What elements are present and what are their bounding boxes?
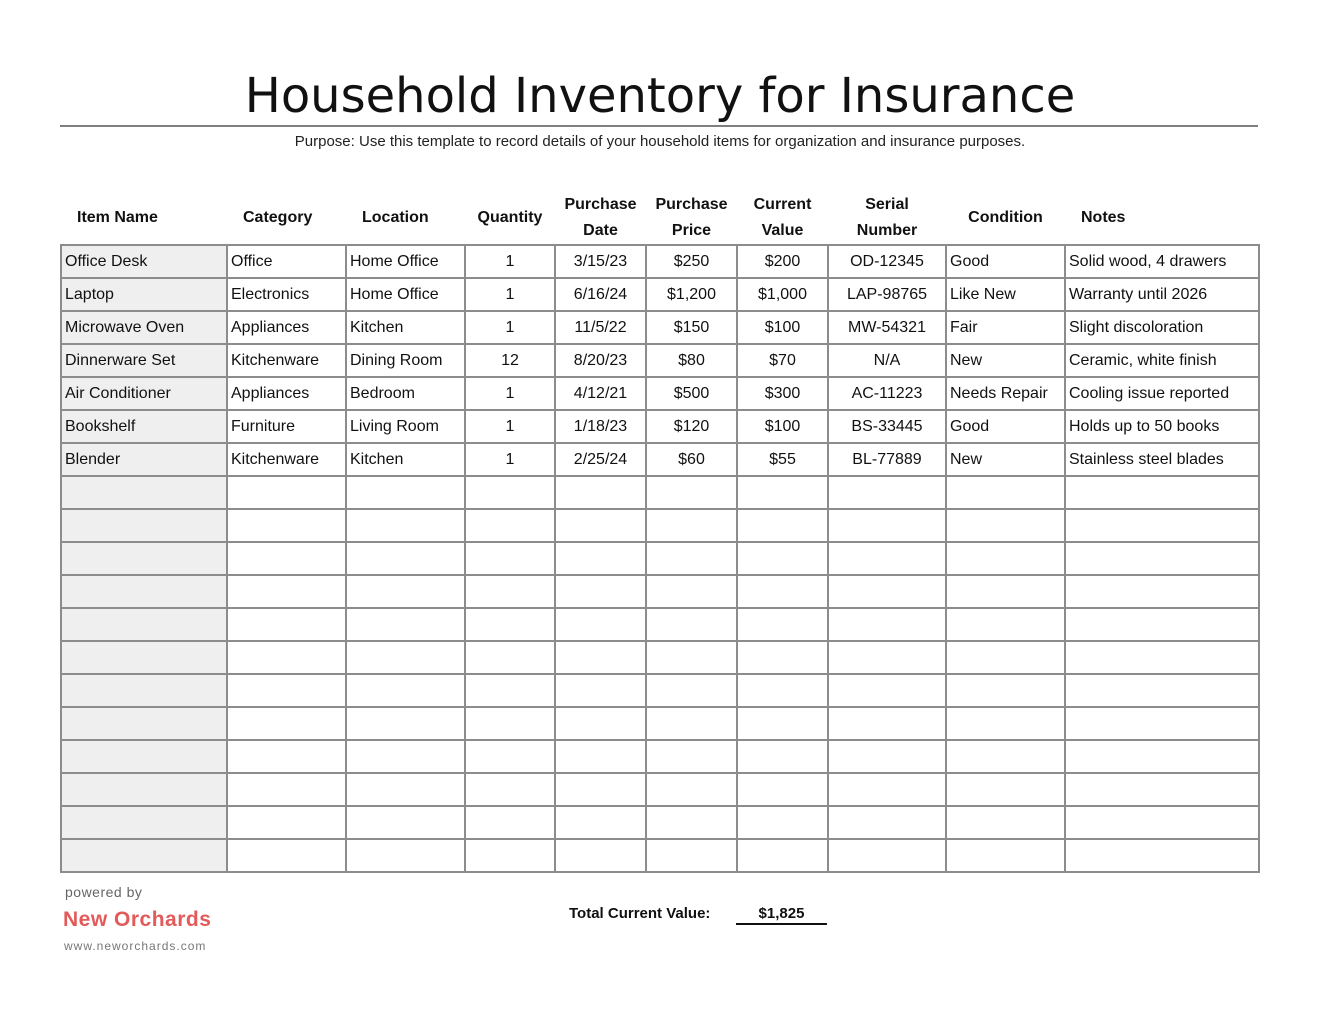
cell-item[interactable]: Office Desk — [61, 245, 227, 278]
cell-purchase-date[interactable]: 6/16/24 — [555, 278, 646, 311]
cell-serial[interactable] — [828, 641, 946, 674]
column-header-purchase-price: Purchase Price — [655, 196, 728, 239]
cell-location[interactable] — [346, 806, 465, 839]
cell-quantity[interactable] — [465, 740, 555, 773]
cell-condition[interactable]: Good — [946, 245, 1065, 278]
cell-condition[interactable] — [946, 707, 1065, 740]
cell-condition[interactable]: New — [946, 443, 1065, 476]
cell-notes[interactable]: Warranty until 2026 — [1065, 278, 1259, 311]
cell-notes[interactable] — [1065, 509, 1259, 542]
cell-purchase-date[interactable]: 2/25/24 — [555, 443, 646, 476]
cell-item[interactable] — [61, 509, 227, 542]
cell-category[interactable]: Electronics — [227, 278, 346, 311]
cell-item[interactable] — [61, 707, 227, 740]
cell-purchase-price[interactable]: $120 — [646, 410, 737, 443]
cell-purchase-price[interactable] — [646, 542, 737, 575]
column-header-category: Category — [243, 209, 313, 226]
cell-quantity[interactable]: 12 — [465, 344, 555, 377]
cell-item[interactable]: Air Conditioner — [61, 377, 227, 410]
cell-location[interactable] — [346, 476, 465, 509]
cell-notes[interactable] — [1065, 773, 1259, 806]
cell-current-value[interactable] — [737, 674, 828, 707]
cell-serial[interactable] — [828, 740, 946, 773]
cell-condition[interactable] — [946, 773, 1065, 806]
table-row — [61, 245, 1259, 278]
cell-current-value[interactable] — [737, 509, 828, 542]
cell-quantity[interactable] — [465, 707, 555, 740]
cell-serial[interactable]: OD-12345 — [828, 245, 946, 278]
cell-condition[interactable] — [946, 542, 1065, 575]
cell-serial[interactable] — [828, 839, 946, 872]
cell-item[interactable]: Laptop — [61, 278, 227, 311]
total-current-value: $1,825 — [736, 905, 827, 925]
cell-purchase-date[interactable]: 8/20/23 — [555, 344, 646, 377]
cell-purchase-date[interactable] — [555, 707, 646, 740]
cell-location[interactable] — [346, 509, 465, 542]
cell-quantity[interactable]: 1 — [465, 311, 555, 344]
cell-purchase-date[interactable] — [555, 740, 646, 773]
cell-serial[interactable] — [828, 773, 946, 806]
cell-item[interactable] — [61, 608, 227, 641]
cell-category[interactable]: Appliances — [227, 377, 346, 410]
cell-purchase-date[interactable] — [555, 476, 646, 509]
cell-quantity[interactable] — [465, 476, 555, 509]
cell-location[interactable]: Home Office — [346, 278, 465, 311]
table-row — [61, 377, 1259, 410]
cell-item[interactable] — [61, 641, 227, 674]
cell-category[interactable]: Furniture — [227, 410, 346, 443]
cell-category[interactable] — [227, 740, 346, 773]
cell-quantity[interactable]: 1 — [465, 377, 555, 410]
cell-serial[interactable]: BS-33445 — [828, 410, 946, 443]
cell-quantity[interactable] — [465, 542, 555, 575]
cell-item[interactable]: Microwave Oven — [61, 311, 227, 344]
cell-current-value[interactable] — [737, 575, 828, 608]
cell-purchase-date[interactable] — [555, 773, 646, 806]
cell-category[interactable] — [227, 476, 346, 509]
cell-item[interactable]: Bookshelf — [61, 410, 227, 443]
cell-purchase-date[interactable] — [555, 839, 646, 872]
cell-condition[interactable] — [946, 509, 1065, 542]
cell-purchase-price[interactable] — [646, 674, 737, 707]
table-row — [61, 443, 1259, 476]
cell-condition[interactable] — [946, 674, 1065, 707]
cell-condition[interactable] — [946, 740, 1065, 773]
cell-location[interactable] — [346, 641, 465, 674]
cell-purchase-price[interactable] — [646, 476, 737, 509]
column-header-condition: Condition — [968, 209, 1043, 226]
cell-item[interactable] — [61, 806, 227, 839]
cell-purchase-price[interactable]: $150 — [646, 311, 737, 344]
cell-location[interactable] — [346, 608, 465, 641]
cell-location[interactable]: Kitchen — [346, 443, 465, 476]
cell-current-value[interactable] — [737, 641, 828, 674]
cell-current-value[interactable] — [737, 839, 828, 872]
cell-current-value[interactable]: $1,000 — [737, 278, 828, 311]
purpose-text: Purpose: Use this template to record details of your household items for organization and insurance purposes. — [294, 133, 1026, 150]
cell-notes[interactable] — [1065, 674, 1259, 707]
cell-condition[interactable] — [946, 476, 1065, 509]
table-row — [61, 839, 1259, 872]
table-row — [61, 344, 1259, 377]
total-current-value-label: Total Current Value: — [569, 905, 711, 922]
cell-condition[interactable]: New — [946, 344, 1065, 377]
cell-purchase-date[interactable]: 1/18/23 — [555, 410, 646, 443]
column-header-item-name: Item Name — [77, 209, 158, 226]
cell-serial[interactable]: MW-54321 — [828, 311, 946, 344]
cell-serial[interactable]: BL-77889 — [828, 443, 946, 476]
cell-purchase-date[interactable] — [555, 641, 646, 674]
cell-purchase-price[interactable] — [646, 641, 737, 674]
cell-purchase-date[interactable] — [555, 608, 646, 641]
cell-serial[interactable] — [828, 509, 946, 542]
cell-current-value[interactable]: $300 — [737, 377, 828, 410]
cell-item[interactable] — [61, 773, 227, 806]
cell-item[interactable] — [61, 740, 227, 773]
cell-current-value[interactable]: $100 — [737, 311, 828, 344]
cell-notes[interactable] — [1065, 707, 1259, 740]
cell-current-value[interactable]: $70 — [737, 344, 828, 377]
cell-purchase-price[interactable] — [646, 806, 737, 839]
table-row — [61, 674, 1259, 707]
cell-category[interactable] — [227, 542, 346, 575]
column-header-serial-number: Serial Number — [856, 196, 918, 239]
cell-serial[interactable] — [828, 707, 946, 740]
cell-location[interactable] — [346, 707, 465, 740]
cell-serial[interactable] — [828, 542, 946, 575]
cell-notes[interactable]: Ceramic, white finish — [1065, 344, 1259, 377]
cell-quantity[interactable] — [465, 674, 555, 707]
table-row — [61, 740, 1259, 773]
cell-current-value[interactable] — [737, 542, 828, 575]
cell-quantity[interactable] — [465, 806, 555, 839]
cell-notes[interactable] — [1065, 806, 1259, 839]
cell-category[interactable] — [227, 575, 346, 608]
cell-location[interactable] — [346, 674, 465, 707]
cell-quantity[interactable]: 1 — [465, 245, 555, 278]
cell-notes[interactable] — [1065, 641, 1259, 674]
cell-notes[interactable] — [1065, 575, 1259, 608]
cell-category[interactable] — [227, 773, 346, 806]
column-header-current-value: Current Value — [753, 196, 812, 239]
cell-quantity[interactable]: 1 — [465, 443, 555, 476]
cell-purchase-price[interactable] — [646, 740, 737, 773]
cell-serial[interactable] — [828, 674, 946, 707]
cell-location[interactable] — [346, 839, 465, 872]
cell-condition[interactable] — [946, 806, 1065, 839]
cell-condition[interactable]: Good — [946, 410, 1065, 443]
cell-condition[interactable] — [946, 839, 1065, 872]
cell-quantity[interactable] — [465, 509, 555, 542]
cell-purchase-price[interactable] — [646, 773, 737, 806]
cell-item[interactable] — [61, 575, 227, 608]
cell-category[interactable]: Office — [227, 245, 346, 278]
cell-purchase-price[interactable] — [646, 575, 737, 608]
cell-item[interactable]: Blender — [61, 443, 227, 476]
cell-item[interactable] — [61, 476, 227, 509]
table-row — [61, 509, 1259, 542]
cell-serial[interactable] — [828, 608, 946, 641]
cell-notes[interactable] — [1065, 839, 1259, 872]
cell-location[interactable]: Living Room — [346, 410, 465, 443]
cell-purchase-date[interactable]: 3/15/23 — [555, 245, 646, 278]
cell-purchase-date[interactable] — [555, 542, 646, 575]
cell-notes[interactable]: Cooling issue reported — [1065, 377, 1259, 410]
table-row — [61, 476, 1259, 509]
cell-purchase-date[interactable] — [555, 509, 646, 542]
cell-purchase-date[interactable] — [555, 674, 646, 707]
cell-condition[interactable] — [946, 575, 1065, 608]
table-row — [61, 773, 1259, 806]
cell-quantity[interactable]: 1 — [465, 278, 555, 311]
table-row — [61, 410, 1259, 443]
cell-quantity[interactable] — [465, 839, 555, 872]
cell-current-value[interactable]: $200 — [737, 245, 828, 278]
cell-category[interactable] — [227, 641, 346, 674]
cell-condition[interactable]: Fair — [946, 311, 1065, 344]
table-row — [61, 707, 1259, 740]
cell-category[interactable] — [227, 839, 346, 872]
cell-quantity[interactable] — [465, 773, 555, 806]
cell-purchase-price[interactable]: $250 — [646, 245, 737, 278]
cell-current-value[interactable] — [737, 476, 828, 509]
cell-condition[interactable]: Like New — [946, 278, 1065, 311]
cell-condition[interactable]: Needs Repair — [946, 377, 1065, 410]
cell-category[interactable]: Appliances — [227, 311, 346, 344]
table-row — [61, 575, 1259, 608]
cell-notes[interactable]: Stainless steel blades — [1065, 443, 1259, 476]
cell-current-value[interactable] — [737, 773, 828, 806]
cell-location[interactable]: Kitchen — [346, 311, 465, 344]
cell-purchase-price[interactable]: $500 — [646, 377, 737, 410]
table-row — [61, 278, 1259, 311]
cell-notes[interactable] — [1065, 740, 1259, 773]
powered-by-label: powered by — [65, 884, 143, 900]
cell-purchase-price[interactable] — [646, 509, 737, 542]
cell-purchase-date[interactable]: 4/12/21 — [555, 377, 646, 410]
cell-item[interactable]: Dinnerware Set — [61, 344, 227, 377]
cell-location[interactable]: Home Office — [346, 245, 465, 278]
column-header-quantity: Quantity — [477, 209, 543, 226]
cell-current-value[interactable] — [737, 740, 828, 773]
cell-serial[interactable] — [828, 476, 946, 509]
cell-notes[interactable] — [1065, 608, 1259, 641]
cell-category[interactable] — [227, 674, 346, 707]
cell-purchase-price[interactable]: $80 — [646, 344, 737, 377]
cell-condition[interactable] — [946, 608, 1065, 641]
website-link[interactable]: www.neworchards.com — [64, 939, 207, 953]
cell-location[interactable]: Bedroom — [346, 377, 465, 410]
cell-notes[interactable]: Holds up to 50 books — [1065, 410, 1259, 443]
cell-purchase-price[interactable]: $1,200 — [646, 278, 737, 311]
header-row — [61, 192, 1259, 245]
cell-purchase-price[interactable] — [646, 839, 737, 872]
cell-location[interactable] — [346, 773, 465, 806]
cell-current-value[interactable] — [737, 806, 828, 839]
column-header-location: Location — [362, 209, 429, 226]
cell-serial[interactable] — [828, 806, 946, 839]
cell-category[interactable] — [227, 509, 346, 542]
table-row — [61, 641, 1259, 674]
cell-category[interactable]: Kitchenware — [227, 344, 346, 377]
column-header-notes: Notes — [1081, 209, 1126, 226]
cell-current-value[interactable] — [737, 608, 828, 641]
title-divider — [60, 125, 1258, 127]
cell-location[interactable] — [346, 575, 465, 608]
cell-category[interactable]: Kitchenware — [227, 443, 346, 476]
cell-purchase-price[interactable]: $60 — [646, 443, 737, 476]
cell-category[interactable] — [227, 608, 346, 641]
table-row — [61, 806, 1259, 839]
cell-item[interactable] — [61, 674, 227, 707]
cell-condition[interactable] — [946, 641, 1065, 674]
cell-location[interactable]: Dining Room — [346, 344, 465, 377]
cell-purchase-date[interactable] — [555, 575, 646, 608]
cell-purchase-price[interactable] — [646, 707, 737, 740]
table-row — [61, 542, 1259, 575]
cell-purchase-date[interactable] — [555, 806, 646, 839]
cell-current-value[interactable]: $100 — [737, 410, 828, 443]
cell-purchase-price[interactable] — [646, 608, 737, 641]
cell-current-value[interactable] — [737, 707, 828, 740]
brand-logo: New Orchards — [63, 908, 212, 931]
cell-notes[interactable]: Solid wood, 4 drawers — [1065, 245, 1259, 278]
table-row — [61, 608, 1259, 641]
cell-quantity[interactable] — [465, 575, 555, 608]
cell-notes[interactable]: Slight discoloration — [1065, 311, 1259, 344]
column-header-purchase-date: Purchase Date — [564, 196, 637, 239]
cell-serial[interactable]: AC-11223 — [828, 377, 946, 410]
cell-item[interactable] — [61, 542, 227, 575]
cell-quantity[interactable] — [465, 608, 555, 641]
cell-serial[interactable]: N/A — [828, 344, 946, 377]
cell-serial[interactable] — [828, 575, 946, 608]
cell-serial[interactable]: LAP-98765 — [828, 278, 946, 311]
cell-location[interactable] — [346, 542, 465, 575]
cell-notes[interactable] — [1065, 476, 1259, 509]
cell-item[interactable] — [61, 839, 227, 872]
cell-quantity[interactable] — [465, 641, 555, 674]
cell-notes[interactable] — [1065, 542, 1259, 575]
cell-quantity[interactable]: 1 — [465, 410, 555, 443]
cell-category[interactable] — [227, 707, 346, 740]
cell-location[interactable] — [346, 740, 465, 773]
cell-purchase-date[interactable]: 11/5/22 — [555, 311, 646, 344]
table-row — [61, 311, 1259, 344]
inventory-table — [60, 192, 1260, 873]
page-title: Household Inventory for Insurance — [244, 68, 1076, 124]
cell-category[interactable] — [227, 806, 346, 839]
cell-current-value[interactable]: $55 — [737, 443, 828, 476]
